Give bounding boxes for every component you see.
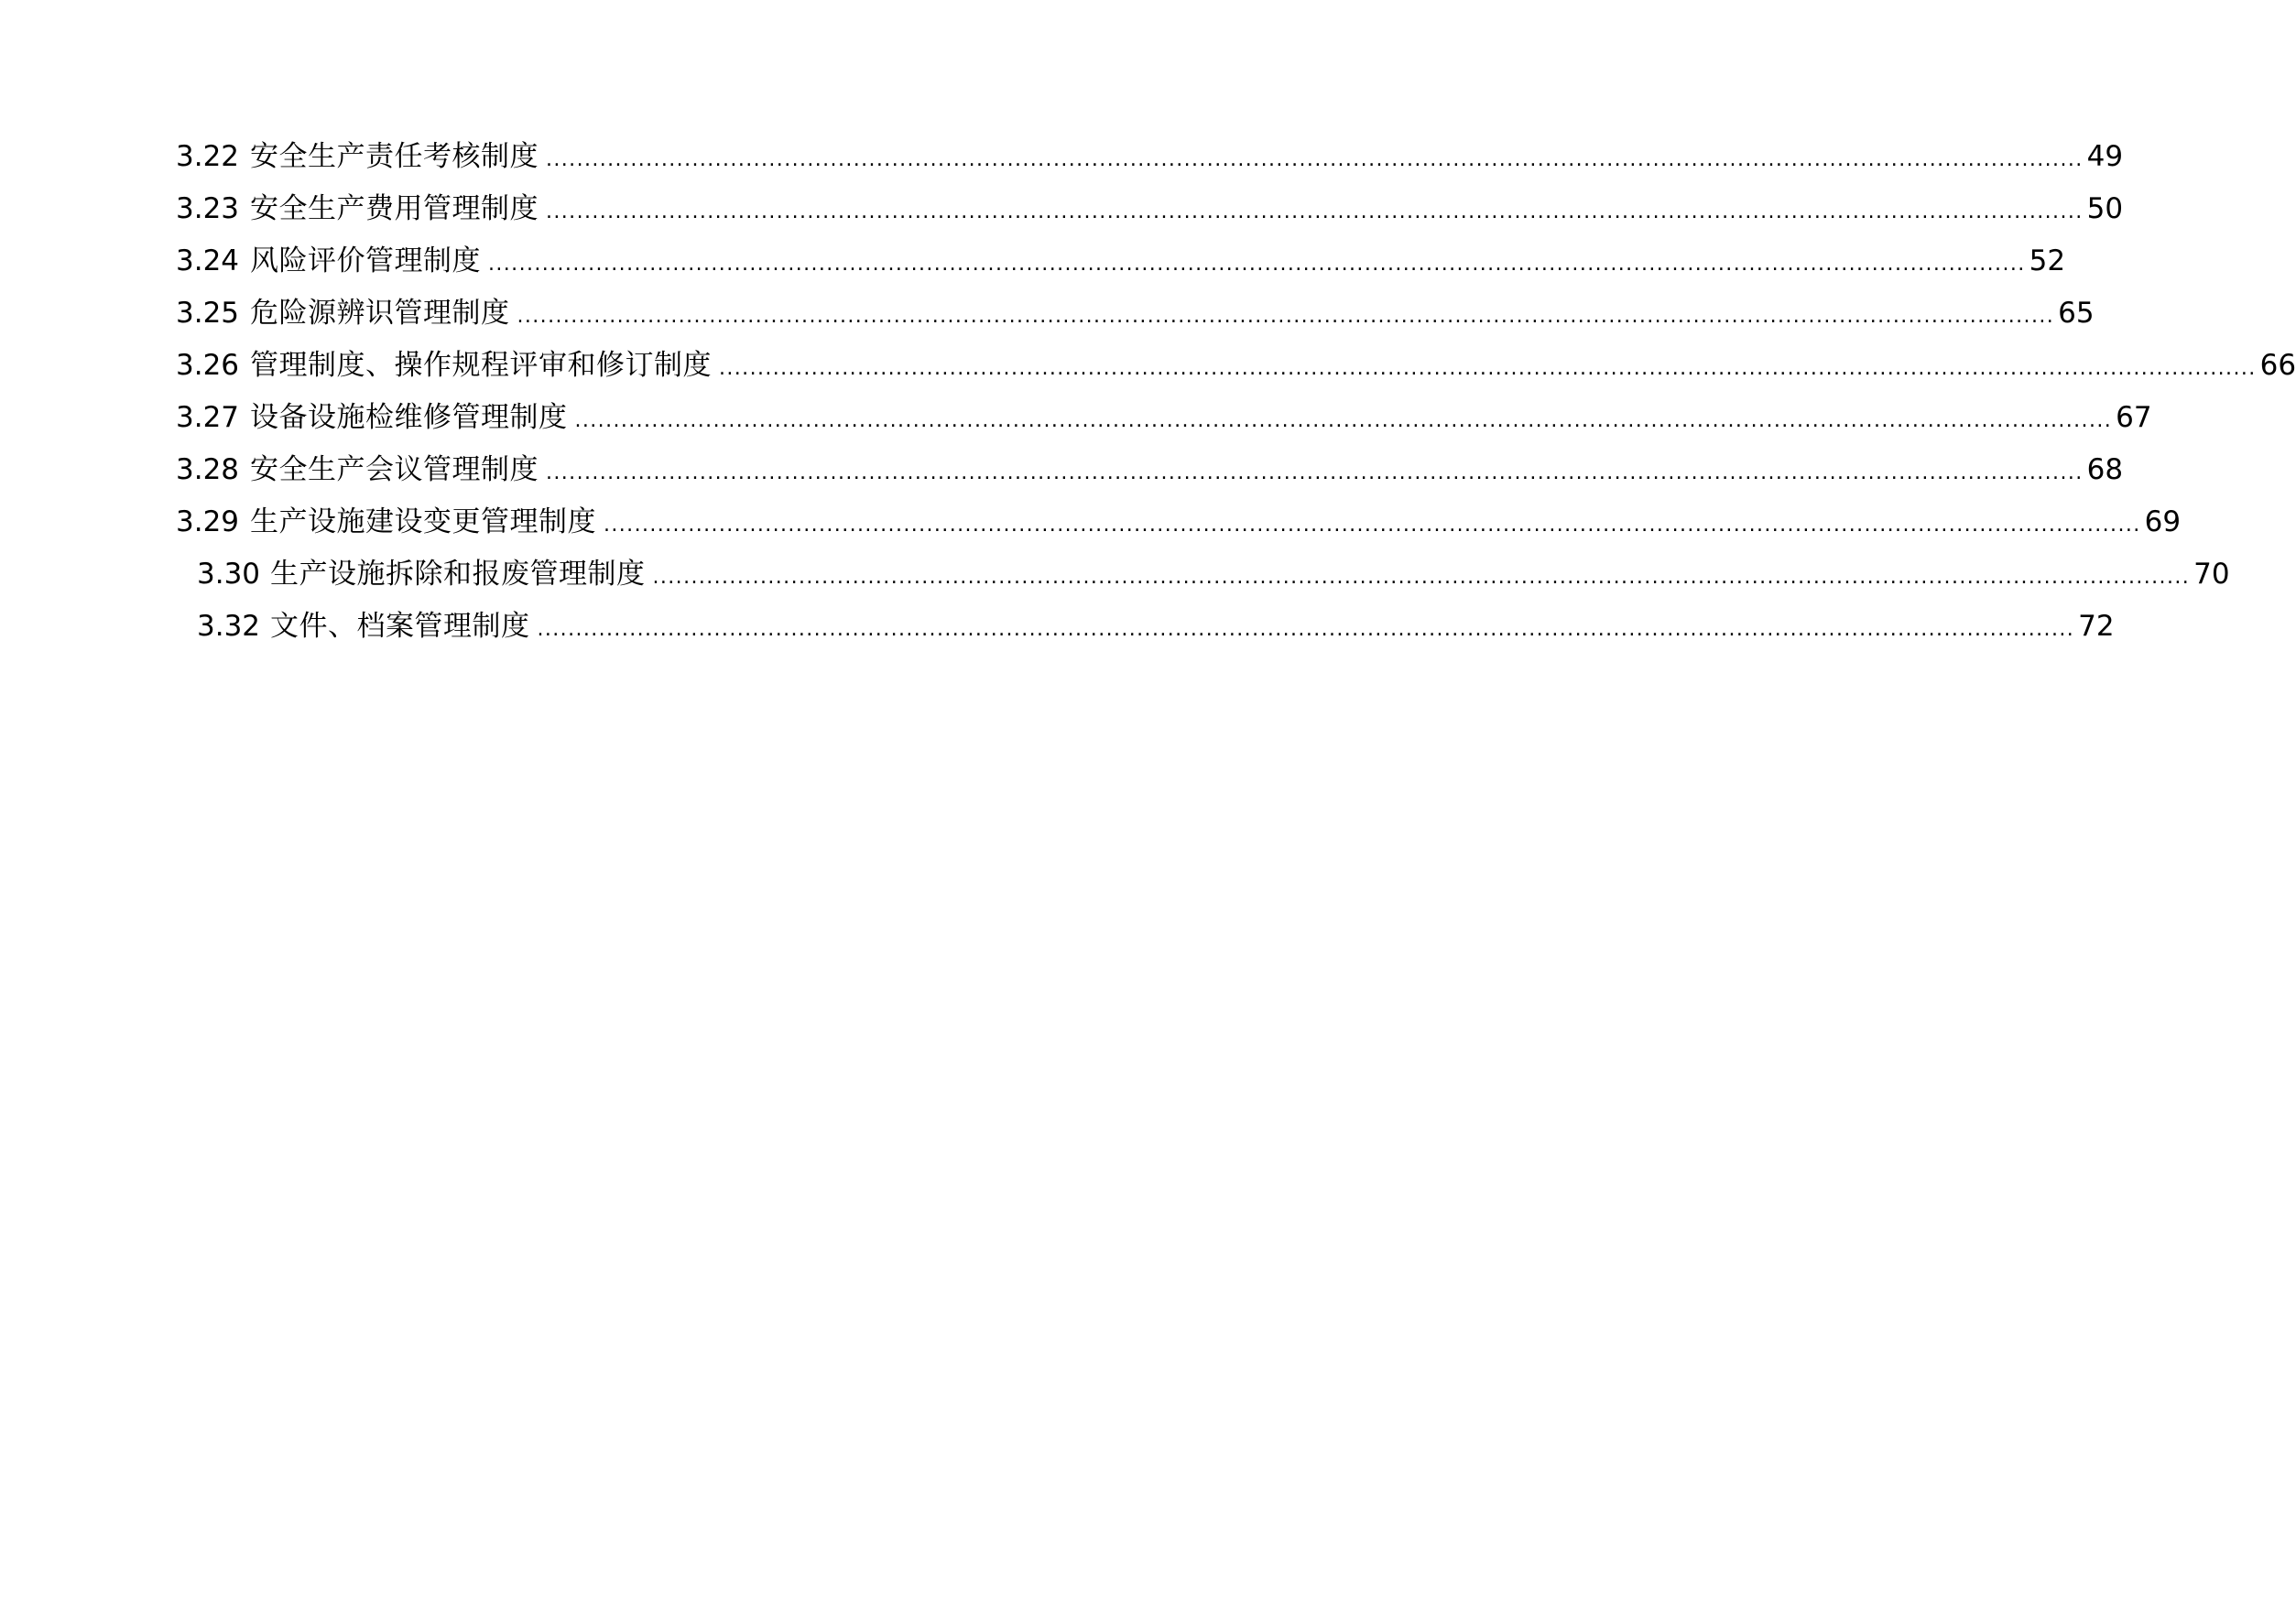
toc-entry[interactable] <box>0 451 2124 504</box>
dot-leader: ........................................................................................................................................................................................................ <box>546 148 2084 171</box>
toc-entry[interactable] <box>0 504 2182 556</box>
toc-entry-page: 72 <box>2078 610 2115 643</box>
dot-leader: ........................................................................................................................................................................................................ <box>517 305 2055 328</box>
dot-leader: ........................................................................................................................................................................................................ <box>488 253 2026 276</box>
toc-entry-title: 生产设施拆除和报废管理制度 <box>270 558 646 591</box>
toc-entry-page: 67 <box>2116 401 2152 434</box>
dot-leader: ........................................................................................................................................................................................................ <box>604 514 2141 537</box>
dot-leader: ........................................................................................................................................................................................................ <box>574 409 2113 432</box>
toc-entry[interactable] <box>0 556 2230 608</box>
table-of-contents <box>0 138 2296 660</box>
toc-entry-number: 3.27 <box>176 401 240 434</box>
toc-entry-number: 3.23 <box>176 192 240 225</box>
toc-entry-number: 3.29 <box>176 505 240 538</box>
toc-entry[interactable] <box>0 190 2124 243</box>
toc-entry-page: 69 <box>2144 505 2182 538</box>
toc-entry-page: 65 <box>2058 297 2095 330</box>
toc-entry-title: 设备设施检维修管理制度 <box>250 401 568 434</box>
toc-entry-title: 安全生产费用管理制度 <box>250 192 539 225</box>
toc-entry[interactable] <box>0 347 2296 399</box>
toc-entry[interactable] <box>0 399 2152 451</box>
toc-entry-number: 3.32 <box>197 610 261 643</box>
dot-leader: ........................................................................................................................................................................................................ <box>546 201 2084 223</box>
toc-entry-page: 70 <box>2193 558 2230 591</box>
toc-entry-number: 3.28 <box>176 453 240 486</box>
toc-entry-number: 3.24 <box>176 244 240 277</box>
toc-entry-number: 3.25 <box>176 297 240 330</box>
toc-entry[interactable] <box>0 243 2066 295</box>
toc-entry-title: 危险源辨识管理制度 <box>250 297 510 330</box>
toc-entry-number: 3.30 <box>197 558 261 591</box>
toc-entry[interactable] <box>0 138 2124 190</box>
toc-entry-number: 3.26 <box>176 349 240 382</box>
toc-entry-page: 50 <box>2086 192 2124 225</box>
toc-entry[interactable] <box>0 608 2115 660</box>
toc-entry-title: 风险评价管理制度 <box>250 244 481 277</box>
toc-entry-page: 52 <box>2029 244 2066 277</box>
dot-leader: ........................................................................................................................................................................................................ <box>652 566 2191 589</box>
toc-entry-title: 生产设施建设变更管理制度 <box>250 505 596 538</box>
toc-entry-title: 安全生产会议管理制度 <box>250 453 539 486</box>
toc-entry-title: 管理制度、操作规程评审和修订制度 <box>250 349 712 382</box>
toc-entry-title: 安全生产责任考核制度 <box>250 140 539 173</box>
dot-leader: ........................................................................................................................................................................................................ <box>546 461 2084 484</box>
toc-entry[interactable] <box>0 295 2095 347</box>
toc-entry-number: 3.22 <box>176 140 240 173</box>
dot-leader: ........................................................................................................................................................................................................ <box>537 618 2075 641</box>
dot-leader: ........................................................................................................................................................................................................ <box>719 357 2257 380</box>
toc-entry-page: 49 <box>2086 140 2124 173</box>
toc-entry-page: 68 <box>2086 453 2124 486</box>
toc-entry-page: 66 <box>2259 349 2296 382</box>
toc-entry-title: 文件、档案管理制度 <box>270 610 530 643</box>
